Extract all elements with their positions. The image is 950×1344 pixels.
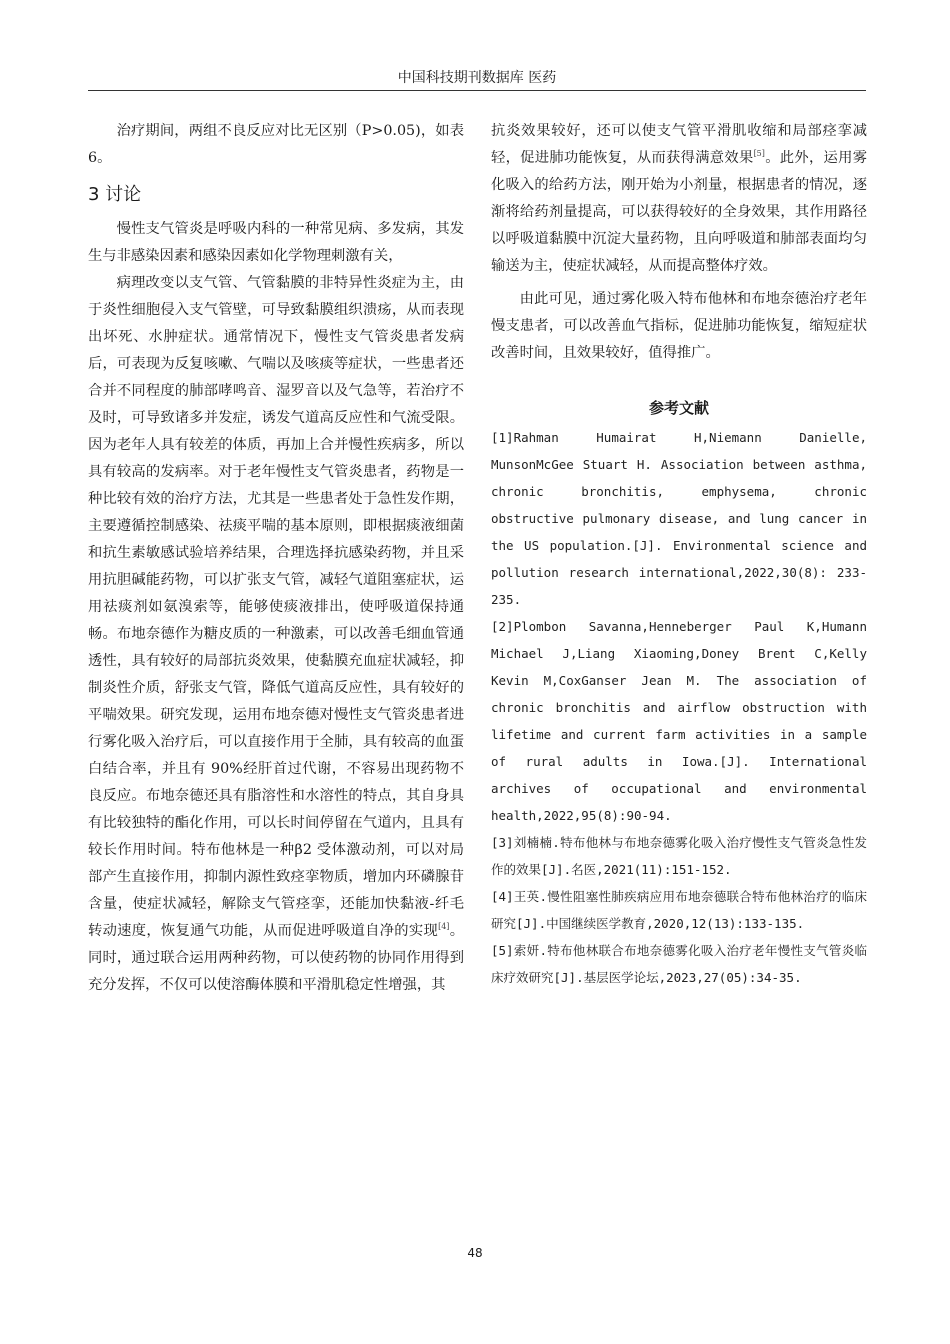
paragraph-continued-text: 抗炎效果较好，还可以使支气管平滑肌收缩和局部痉挛减轻，促进肺功能恢复，从而获得满意效果 — [491, 123, 867, 166]
paragraph-continued — [491, 118, 867, 280]
section-heading-discussion: 3 讨论 — [88, 184, 142, 205]
citation-5: [5] — [753, 149, 765, 159]
running-header: 中国科技期刊数据库 医药 — [88, 66, 866, 91]
left-column — [88, 118, 464, 999]
page-number: 48 — [467, 1246, 483, 1260]
paragraph-pathology — [88, 270, 464, 999]
reference-item: [4]王英.慢性阻塞性肺疾病应用布地奈德联合特布他林治疗的临床研究[J].中国继续医学教育,2020,12(13):133-135. — [491, 889, 867, 931]
citation-4: [4] — [438, 922, 450, 932]
reference-item: [3]刘楠楠.特布他林与布地奈德雾化吸入治疗慢性支气管炎急性发作的效果[J].名医,2021(11):151-152. — [491, 835, 867, 877]
reference-item: [5]索妍.特布他林联合布地奈德雾化吸入治疗老年慢性支气管炎临床疗效研究[J].基层医学论坛,2023,27(05):34-35. — [491, 943, 867, 985]
paragraph-pathology-tail: 。同时，通过联合运用两种药物，可以使药物的协同作用得到充分发挥，不仅可以使溶酶体膜和平滑肌稳定性增强，其 — [88, 923, 465, 993]
reference-item: [2]Plombon Savanna,Henneberger Paul K,Humann Michael J,Liang Xiaoming,Doney Brent C,Kelly Kevin M,CoxGanser Jean M. The association of chronic bronchitis and airflow obstruction with lifetime and current farm activities in a sample of rural adults in Iowa.[J]. International archives of occupational and environmental health,2022,95(8):90-94. — [491, 619, 867, 823]
paragraph-intro: 慢性支气管炎是呼吸内科的一种常见病、多发病，其发生与非感染因素和感染因素如化学物理刺激有关， — [88, 221, 464, 264]
reference-item: [1]Rahman Humairat H,Niemann Danielle, MunsonMcGee Stuart H. Association between asthma, chronic bronchitis, emphysema, chronic obstructive pulmonary disease, and lung cancer in the US population.[J]. Environmental science and pollution research international,2022,30(8): 233-235. — [491, 430, 867, 607]
right-column — [491, 118, 867, 991]
paragraph-conclusion: 由此可见，通过雾化吸入特布他林和布地奈德治疗老年慢支患者，可以改善血气指标，促进肺功能恢复，缩短症状改善时间，且效果较好，值得推广。 — [491, 291, 867, 361]
paragraph-adverse-reactions: 治疗期间，两组不良反应对比无区别（P>0.05)，如表 6。 — [88, 123, 464, 166]
paragraph-continued-tail: 。此外，运用雾化吸入的给药方法，刚开始为小剂量，根据患者的情况，逐渐将给药剂量提高，可以获得较好的全身效果，其作用路径以呼吸道黏膜中沉淀大量药物，且向呼吸道和肺部表面均匀输送为主，使症状减轻，从而提高整体疗效。 — [491, 150, 868, 274]
paragraph-pathology-text: 病理改变以支气管、气管黏膜的非特异性炎症为主，由于炎性细胞侵入支气管壁，可导致黏膜组织溃疡，从而表现出坏死、水肿症状。通常情况下，慢性支气管炎患者发病后，可表现为反复咳嗽、气喘以及咳痰等症状，一些患者还合并不同程度的肺部哮鸣音、湿罗音以及气急等，若治疗不及时，可导致诸多并发症，诱发气道高反应性和气流受限。因为老年人具有较差的体质，再加上合并慢性疾病多，所以具有较高的发病率。对于老年慢性支气管炎患者，药物是一种比较有效的治疗方法，尤其是一些患者处于急性发作期，主要遵循控制感染、祛痰平喘的基本原则，即根据痰液细菌和抗生素敏感试验培养结果，合理选择抗感染药物，并且采用抗胆碱能药物，可以扩张支气管，减轻气道阻塞症状，运用祛痰剂如氨溴索等，能够使痰液排出，使呼吸道保持通畅。布地奈德作为糖皮质的一种激素，可以改善毛细血管通透性，具有较好的局部抗炎效果，使黏膜充血症状减轻，抑制炎性介质，舒张支气管，降低气道高反应性，具有较好的平喘效果。研究发现，运用布地奈德对慢性支气管炎患者进行雾化吸入治疗后，可以直接作用于全肺，具有较高的血蛋白结合率，并且有 90%经肝首过代谢，不容易出现药物不良反应。布地奈德还具有脂溶性和水溶性的特点，其自身具有比较独特的酯化作用，可以长时间停留在气道内，且具有较长作用时间。特布他林是一种β2 受体激动剂，可以对局部产生直接作用，抑制内源性致痉挛物质，增加内环磷腺苷含量，使症状减轻，解除支气管痉挛，还能加快黏液-纤毛转动速度，恢复通气功能，从而促进呼吸道自净的实现 — [88, 275, 464, 939]
references-title: 参考文献 — [648, 399, 709, 417]
